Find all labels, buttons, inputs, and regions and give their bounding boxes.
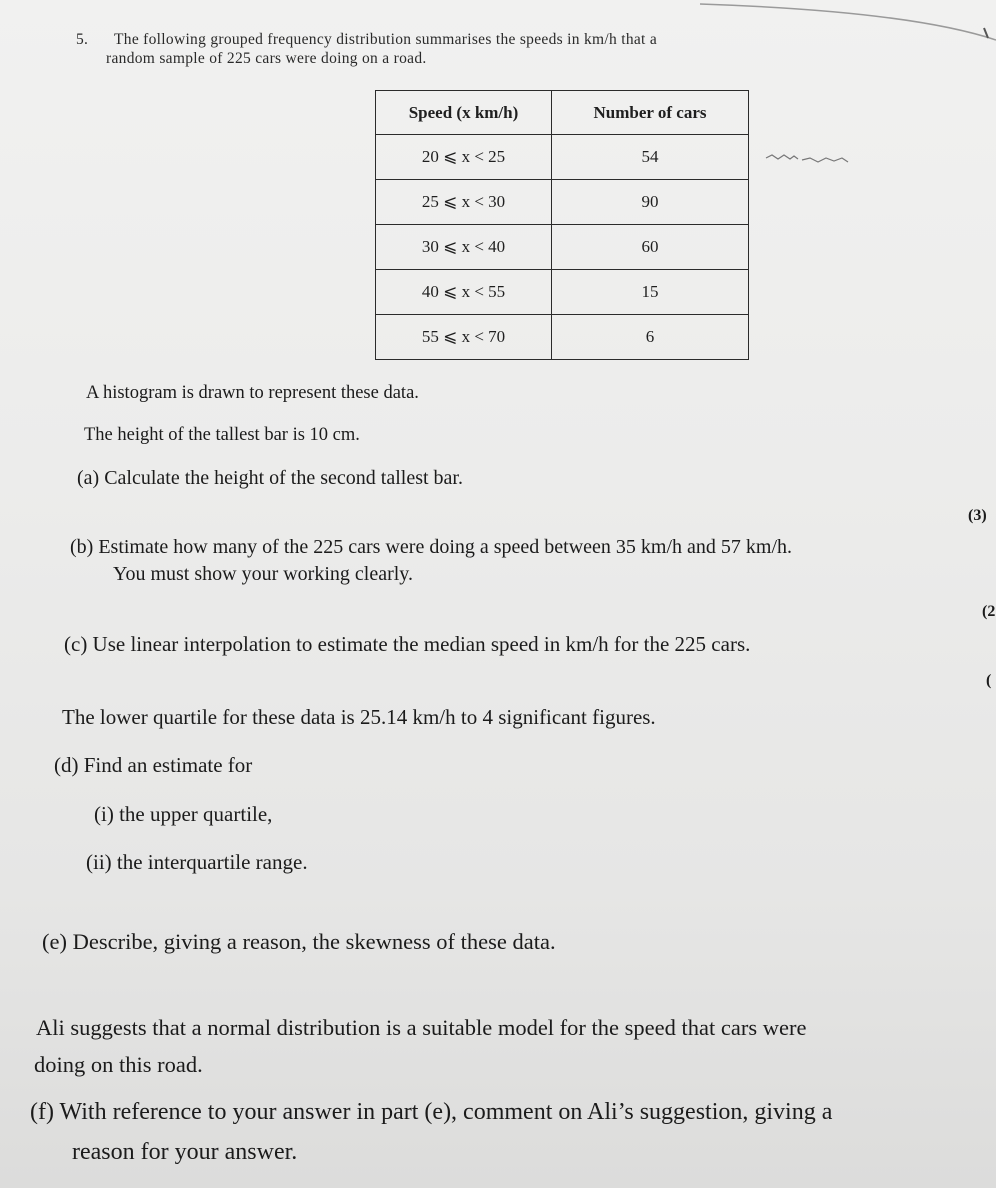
table-cell-speed: 55 ⩽ x < 70 bbox=[376, 315, 552, 360]
table-cell-cars: 60 bbox=[552, 225, 749, 270]
pencil-scribble bbox=[764, 150, 864, 170]
ali-suggestion-line-1: Ali suggests that a normal distribution is a suitable model for the speed that cars were bbox=[36, 1015, 807, 1040]
table-cell-cars: 6 bbox=[552, 315, 749, 360]
table-cell-cars: 54 bbox=[552, 135, 749, 180]
table-header-speed: Speed (x km/h) bbox=[376, 91, 552, 135]
part-e: (e) Describe, giving a reason, the skewness of these data. bbox=[42, 929, 556, 954]
table-header-cars: Number of cars bbox=[552, 91, 749, 135]
part-b-line-2: You must show your working clearly. bbox=[113, 563, 413, 585]
table-row bbox=[376, 225, 749, 270]
part-d-i: (i) the upper quartile, bbox=[94, 802, 273, 826]
table-header-row bbox=[376, 91, 749, 135]
frequency-table bbox=[375, 90, 749, 360]
table-row bbox=[376, 270, 749, 315]
table-row bbox=[376, 135, 749, 180]
question-number: 5. bbox=[76, 31, 89, 48]
table-cell-speed: 20 ⩽ x < 25 bbox=[376, 135, 552, 180]
table-cell-speed: 40 ⩽ x < 55 bbox=[376, 270, 552, 315]
lower-quartile-statement: The lower quartile for these data is 25.14 km/h to 4 significant figures. bbox=[62, 705, 656, 729]
ali-suggestion-line-2: doing on this road. bbox=[34, 1052, 203, 1077]
table-cell-speed: 30 ⩽ x < 40 bbox=[376, 225, 552, 270]
part-d: (d) Find an estimate for bbox=[54, 753, 253, 777]
table-row bbox=[376, 180, 749, 225]
part-a: (a) Calculate the height of the second tallest bar. bbox=[77, 467, 463, 489]
part-c: (c) Use linear interpolation to estimate the median speed in km/h for the 225 cars. bbox=[64, 632, 751, 656]
part-a-marks: (3) bbox=[968, 507, 987, 524]
part-c-marks: ( bbox=[986, 672, 992, 689]
tallest-bar-statement: The height of the tallest bar is 10 cm. bbox=[84, 425, 360, 445]
table-cell-cars: 15 bbox=[552, 270, 749, 315]
part-b-line-1: (b) Estimate how many of the 225 cars were doing a speed between 35 km/h and 57 km/h. bbox=[70, 536, 793, 558]
part-f-line-1: (f) With reference to your answer in part (e), comment on Ali’s suggestion, giving a bbox=[30, 1099, 833, 1125]
table-row bbox=[376, 315, 749, 360]
intro-line-1: The following grouped frequency distribution summarises the speeds in km/h that a bbox=[114, 31, 658, 48]
page-edge-curve bbox=[700, 0, 996, 60]
table-cell-speed: 25 ⩽ x < 30 bbox=[376, 180, 552, 225]
part-d-ii: (ii) the interquartile range. bbox=[86, 850, 308, 874]
table-cell-cars: 90 bbox=[552, 180, 749, 225]
histogram-statement: A histogram is drawn to represent these data. bbox=[86, 383, 419, 403]
part-b-marks: (2 bbox=[982, 603, 996, 620]
part-f-line-2: reason for your answer. bbox=[72, 1139, 298, 1165]
intro-line-2: random sample of 225 cars were doing on a road. bbox=[106, 50, 427, 67]
